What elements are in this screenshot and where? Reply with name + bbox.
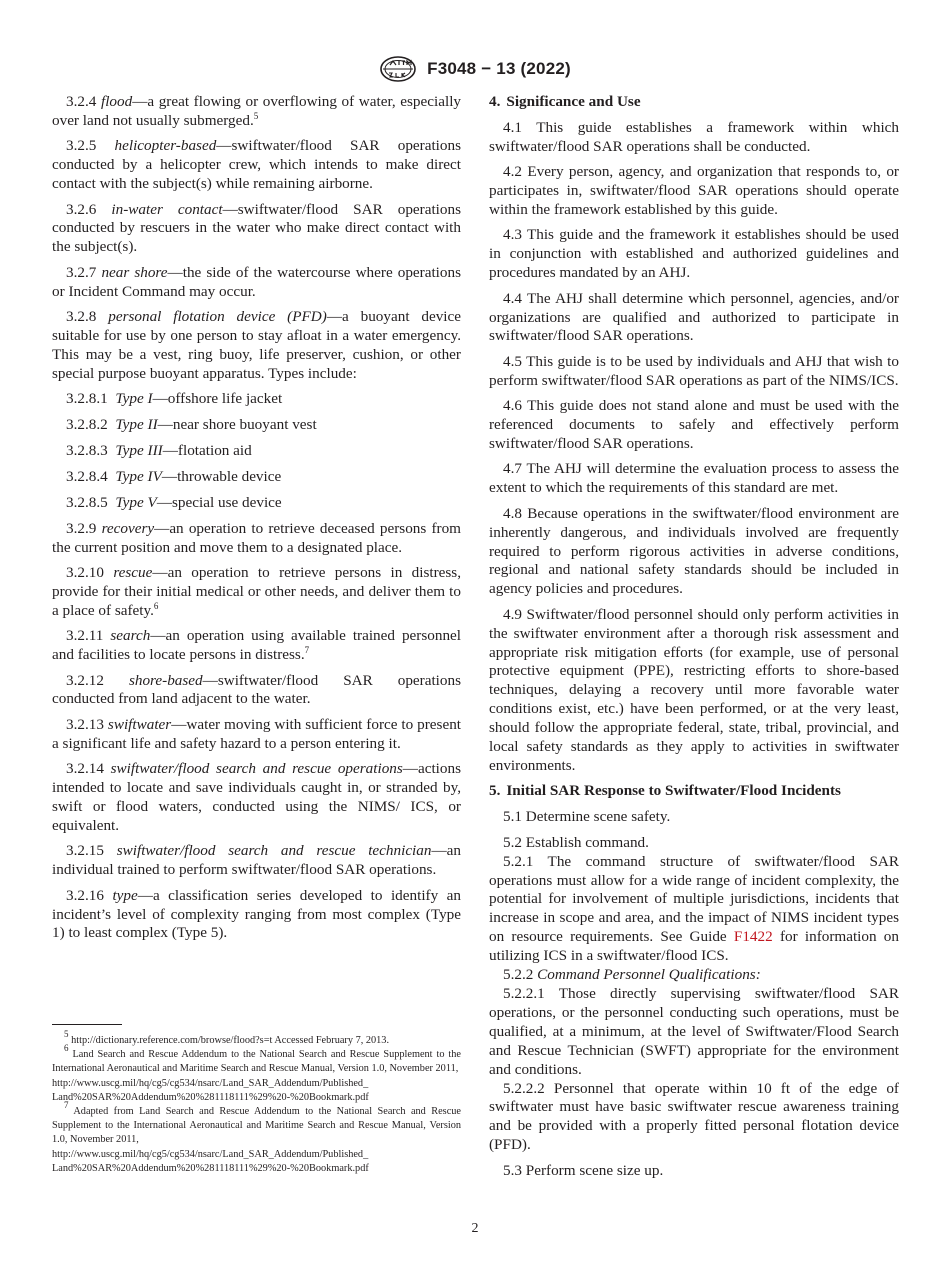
pfd-type-1: 3.2.8.1 Type I—offshore life jacket bbox=[66, 390, 283, 408]
para-5-3: 5.3 Perform scene size up. bbox=[503, 1161, 664, 1179]
para-4-1: 4.1 This guide establishes a framework within which swiftwater/flood SAR operations shall be conducted. bbox=[489, 118, 899, 155]
para-5-2: 5.2 Establish command. bbox=[503, 833, 649, 851]
definition-pfd: 3.2.8 personal flotation device (PFD)—a buoyant device suitable for use by one person to stay afloat in a water emergency. This may be a vest, ring buoy, life preserver, cushion, or other special purpose buoyant apparatus. Types include: bbox=[52, 308, 462, 382]
footnote-5: $^5$ http://dictionary.reference.com/browse/flood?s=t Accessed February 7, 2013. bbox=[64, 1029, 390, 1046]
left-column bbox=[52, 93, 461, 950]
section-4-heading: 4. Significance and Use bbox=[489, 93, 641, 110]
para-5-2-2-1: 5.2.2.1 Those directly supervising swiftwater/flood SAR operations, or the personnel conducting such operations, must be qualified, at a minimum, at the level of Swiftwater/Flood Search and Rescue Technician (SWFT) appropriate for the environment and conditions. bbox=[489, 984, 899, 1078]
footnote-divider bbox=[52, 1024, 122, 1025]
astm-logo-icon bbox=[379, 56, 417, 82]
para-5-2-2-2: 5.2.2.2 Personnel that operate within 10 ft of the edge of swiftwater must have basic swiftwater rescue awareness training and be provided with a properly fitted personal flotation device (PFD). bbox=[489, 1079, 899, 1154]
footnote-6-url[interactable]: http://www.uscg.mil/hq/cg5/cg534/nsarc/Land_SAR_Addendum/Published_ Land%20SAR%20Addendum%20%281118111%29%20-%20Bookmark.pdf bbox=[52, 1077, 369, 1103]
definition-recovery: 3.2.9 recovery—an operation to retrieve deceased persons from the current position and move them to a designated place. bbox=[52, 519, 461, 556]
definition-sar-technician: 3.2.15 swiftwater/flood search and rescue technician—an individual trained to perform swiftwater/flood SAR operations. bbox=[52, 842, 461, 879]
pfd-type-2: 3.2.8.2 Type II—near shore buoyant vest bbox=[66, 416, 317, 434]
document-title: F3048 − 13 (2022) bbox=[427, 59, 571, 78]
footnote-ref-5[interactable]: 5 bbox=[253, 110, 259, 121]
footnote-7-url[interactable]: http://www.uscg.mil/hq/cg5/cg534/nsarc/Land_SAR_Addendum/Published_ Land%20SAR%20Addendum%20%281118111%29%20-%20Bookmark.pdf bbox=[52, 1148, 369, 1174]
para-5-2-2: 5.2.2 Command Personnel Qualifications: bbox=[503, 966, 761, 984]
para-4-2: 4.2 Every person, agency, and organization that responds to, or participates in, swiftwater/flood SAR operations should operate within the framework established by this guide. bbox=[489, 163, 899, 219]
definition-in-water-contact: 3.2.6 in-water contact—swiftwater/flood SAR operations conducted by rescuers in the water who make direct contact with the subject(s). bbox=[52, 200, 461, 256]
definition-rescue: 3.2.10 rescue—an operation to retrieve persons in distress, provide for their initial medical or other needs, and deliver them to a place of safety.$^6$ bbox=[52, 564, 462, 619]
definition-flood: 3.2.4 flood—a great flowing or overflowing of water, especially over land not usually submerged.$^5$ bbox=[52, 93, 462, 129]
para-4-5: 4.5 This guide is to be used by individuals and AHJ that wish to perform swiftwater/flood SAR operations as part of the NIMS/ICS. bbox=[489, 352, 899, 389]
footnotes bbox=[52, 1024, 461, 1176]
definition-swiftwater: 3.2.13 swiftwater—water moving with sufficient force to present a significant life and safety hazard to a person entering it. bbox=[52, 715, 462, 752]
guide-f1422-link[interactable]: F1422 bbox=[733, 928, 773, 946]
footnote-7: $^7$ Adapted from Land Search and Rescue Addendum to the National Search and Rescue Supplement to the International Aeronautical and Maritime Search and Rescue Manual, Version 1.0, November 2011, http://www.uscg.mil/hq/cg5/cg534/nsarc/Land_SAR_Addendum/Published_ Land%20SAR%20Addendum%20%281118111%29%20-%20Bookmark.pdf bbox=[52, 1105, 461, 1176]
footnote-ref-7[interactable]: 7 bbox=[304, 645, 310, 656]
pfd-type-4: 3.2.8.4 Type IV—throwable device bbox=[66, 467, 282, 485]
footnote-6: $^6$ Land Search and Rescue Addendum to the National Search and Rescue Supplement to the International Aeronautical and Maritime Search and Rescue Manual, Version 1.0, November 2011, http://www.uscg.mil/hq/cg5/cg534/nsarc/Land_SAR_Addendum/Published_ Land%20SAR%20Addendum%20%281118111%29%20-%20Bookmark.pdf bbox=[52, 1048, 461, 1105]
section-5-heading: 5. Initial SAR Response to Swiftwater/Flood Incidents bbox=[489, 782, 841, 800]
page-number: 2 bbox=[471, 1221, 479, 1236]
page-header bbox=[0, 56, 950, 84]
para-4-9: 4.9 Swiftwater/flood personnel should only perform activities in the swiftwater environment after a thorough risk assessment and appropriate risk mitigation efforts (for example, use of personal protective equipment (PPE), restricting efforts to shore-based techniques, delaying a recovery until more favorable water conditions exist, etc.) have been performed, or at the very least, should follow the appropriate federal, state, tribal, provincial, and local safety standards as they apply to activities in swiftwater environments. bbox=[489, 605, 899, 774]
para-4-6: 4.6 This guide does not stand alone and must be used with the referenced documents to safely and effectively perform swiftwater/flood SAR operations. bbox=[489, 397, 899, 452]
footnote-ref-6[interactable]: 6 bbox=[153, 600, 159, 611]
definition-type: 3.2.16 type—a classification series developed to identify an incident’s level of complexity ranging from most complex (Type 1) to least complex (Type 5). bbox=[52, 886, 462, 942]
definition-sar-operations: 3.2.14 swiftwater/flood search and rescue operations—actions intended to locate and save individuals caught in, or stranded by, swift or flood waters, conducted using the NIMS/ ICS, or equivalent. bbox=[52, 760, 462, 834]
definition-near-shore: 3.2.7 near shore—the side of the watercourse where operations or Incident Command may occur. bbox=[52, 263, 462, 300]
definition-search: 3.2.11 search—an operation using available trained personnel and facilities to locate persons in distress.$^7$ bbox=[52, 627, 462, 664]
para-5-1: 5.1 Determine scene safety. bbox=[503, 808, 671, 826]
para-4-7: 4.7 The AHJ will determine the evaluation process to assess the extent to which the requirements of this standard are met. bbox=[489, 460, 899, 497]
para-4-8: 4.8 Because operations in the swiftwater/flood environment are inherently dangerous, and individuals involved are frequently required to perform rigorous activities in adverse conditions, regional and national safety standards should be included in agency policies and procedures. bbox=[489, 504, 899, 598]
para-5-2-1: 5.2.1 The command structure of swiftwater/flood SAR operations must allow for a wide range of incident complexity, the potential for involvement of multiple jurisdictions, incidents that increase in scope and area, and the impact of NIMS incident types on resource requirements. See Guide F1422 for information on utilizing ICS in a swiftwater/flood ICS. bbox=[489, 852, 899, 965]
pfd-type-3: 3.2.8.3 Type III—flotation aid bbox=[66, 442, 252, 459]
pfd-type-5: 3.2.8.5 Type V—special use device bbox=[66, 493, 282, 511]
definition-shore-based: 3.2.12 shore-based—swiftwater/flood SAR operations conducted from land adjacent to the water. bbox=[52, 671, 461, 708]
right-column bbox=[489, 93, 899, 1187]
para-4-4: 4.4 The AHJ shall determine which personnel, agencies, and/or organizations are qualified and authorized to participate in swiftwater/flood SAR operations. bbox=[489, 289, 899, 345]
definition-helicopter-based: 3.2.5 helicopter-based—swiftwater/flood SAR operations conducted by a helicopter crew, which intends to make direct contact with the subject(s) while remaining airborne. bbox=[52, 137, 461, 193]
para-4-3: 4.3 This guide and the framework it establishes should be used in conjunction with established and authorized guidelines and procedures mandated by an AHJ. bbox=[489, 226, 899, 282]
